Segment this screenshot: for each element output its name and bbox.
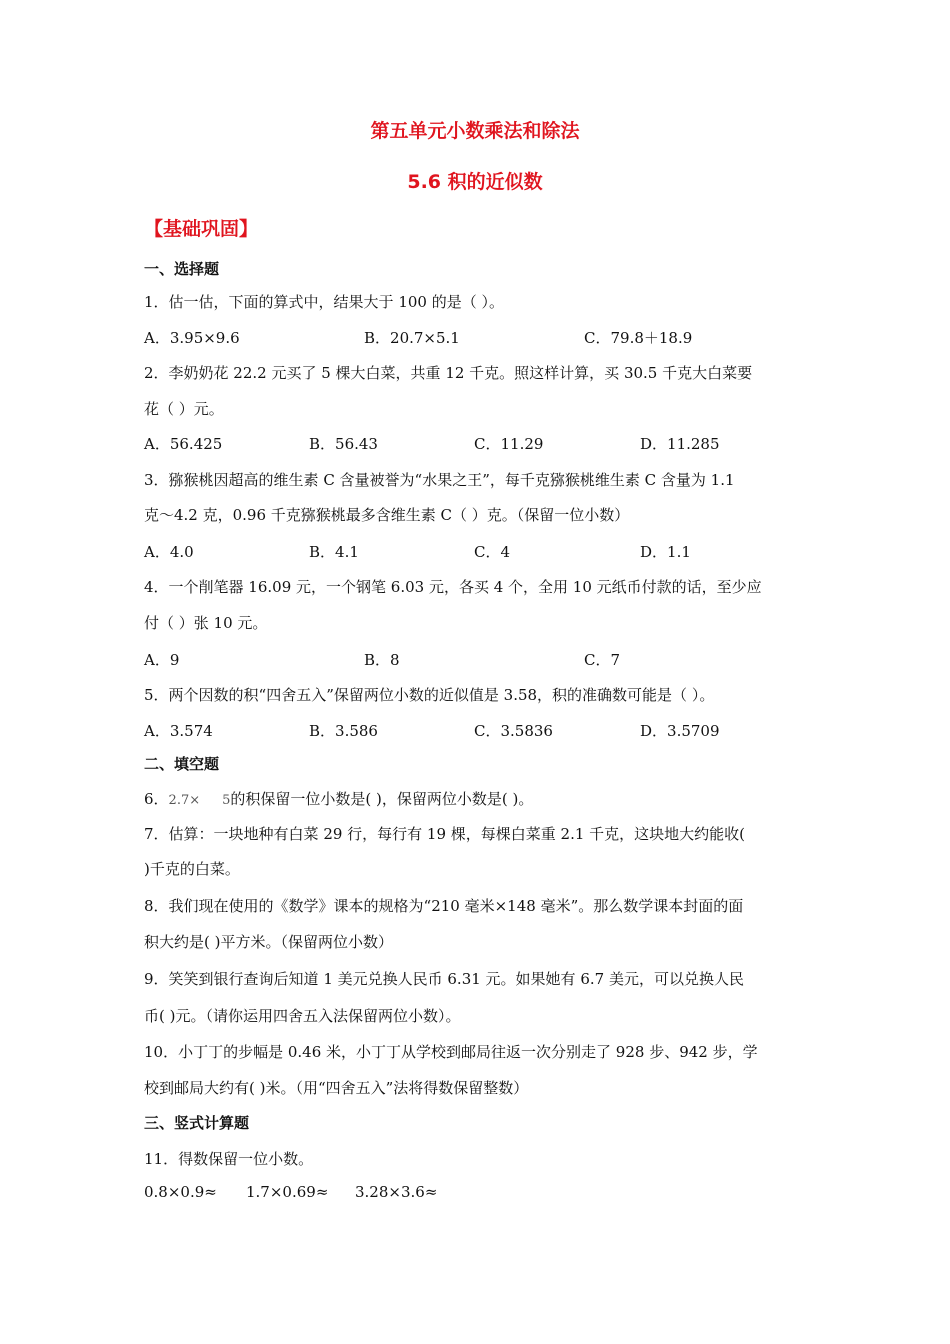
question-2-line1: 2．李奶奶花 22.2 元买了 5 棵大白菜，共重 12 千克。照这样计算，买 30.5 千克大白菜要 (144, 364, 753, 382)
q11-expr-3: 3.28×3.6≈ (355, 1183, 438, 1201)
q1-option-a: A．3.95×9.6 (144, 329, 240, 347)
q11-expr-1: 0.8×0.9≈ (144, 1183, 217, 1201)
question-10-line1: 10．小丁丁的步幅是 0.46 米，小丁丁从学校到邮局往返一次分别走了 928 步、942 步，学 (144, 1043, 758, 1061)
lesson-title: 5.6 积的近似数 (407, 171, 543, 193)
q5-option-a: A．3.574 (144, 722, 213, 740)
question-10-line2: 校到邮局大约有( )米。（用“四舍五入”法将得数保留整数） (144, 1079, 529, 1097)
q6-expr-part1: 2.7× (168, 793, 201, 808)
q2-option-a: A．56.425 (144, 435, 223, 453)
question-5: 5．两个因数的积“四舍五入”保留两位小数的近似值是 3.58，积的准确数可能是（ ）。 (144, 686, 715, 704)
section-label: 【基础巩固】 (144, 218, 259, 240)
q4-option-c: C．7 (584, 651, 621, 669)
q5-option-c: C．3.5836 (474, 722, 553, 740)
question-4-line1: 4．一个削笔器 16.09 元，一个钢笔 6.03 元，各买 4 个，全用 10 元纸币付款的话，至少应 (144, 578, 762, 596)
q5-option-b: B．3.586 (309, 722, 378, 740)
q1-option-b: B．20.7×5.1 (364, 329, 460, 347)
q6-text: 的积保留一位小数是( )，保留两位小数是( )。 (230, 790, 534, 808)
q6-number: 6． (144, 790, 169, 808)
q1-option-c: C．79.8＋18.9 (584, 329, 693, 347)
q2-option-c: C．11.29 (474, 435, 544, 453)
question-7-line1: 7．估算：一块地种有白菜 29 行，每行有 19 棵，每棵白菜重 2.1 千克，这块地大约能收( (144, 825, 746, 843)
q3-option-c: C．4 (474, 543, 511, 561)
q4-option-a: A．9 (144, 651, 180, 669)
question-6 (144, 788, 533, 809)
q3-option-a: A．4.0 (144, 543, 194, 561)
question-8-line1: 8．我们现在使用的《数学》课本的规格为“210 毫米×148 毫米”。那么数学课本封面的面 (144, 897, 744, 915)
question-4-line2: 付（ ）张 10 元。 (144, 614, 268, 632)
q11-expr-2: 1.7×0.69≈ (246, 1183, 329, 1201)
question-11: 11．得数保留一位小数。 (144, 1150, 314, 1168)
question-9-line2: 币( )元。（请你运用四舍五入法保留两位小数）。 (144, 1007, 461, 1025)
question-8-line2: 积大约是( )平方米。（保留两位小数） (144, 933, 393, 951)
q4-option-b: B．8 (364, 651, 400, 669)
q2-option-d: D．11.285 (640, 435, 720, 453)
q3-option-d: D．1.1 (640, 543, 691, 561)
part-calc-heading: 三、竖式计算题 (144, 1114, 250, 1132)
question-1: 1．估一估，下面的算式中，结果大于 100 的是（ ）。 (144, 293, 504, 311)
q5-option-d: D．3.5709 (640, 722, 720, 740)
question-9-line1: 9．笑笑到银行查询后知道 1 美元兑换人民币 6.31 元。如果她有 6.7 美元，可以兑换人民 (144, 970, 744, 988)
question-3-line2: 克～4.2 克，0.96 千克猕猴桃最多含维生素 C（ ）克。（保留一位小数） (144, 506, 630, 524)
q2-option-b: B．56.43 (309, 435, 378, 453)
unit-title: 第五单元小数乘法和除法 (370, 120, 580, 142)
question-3-line1: 3．猕猴桃因超高的维生素 C 含量被誉为“水果之王”，每千克猕猴桃维生素 C 含量为 1.1 (144, 471, 735, 489)
question-2-line2: 花（ ）元。 (144, 400, 224, 418)
part-fill-heading: 二、填空题 (144, 755, 220, 773)
question-7-line2: )千克的白菜。 (144, 860, 240, 878)
part-choice-heading: 一、选择题 (144, 260, 220, 278)
q6-expr-part2: 5 (222, 793, 231, 808)
q3-option-b: B．4.1 (309, 543, 359, 561)
